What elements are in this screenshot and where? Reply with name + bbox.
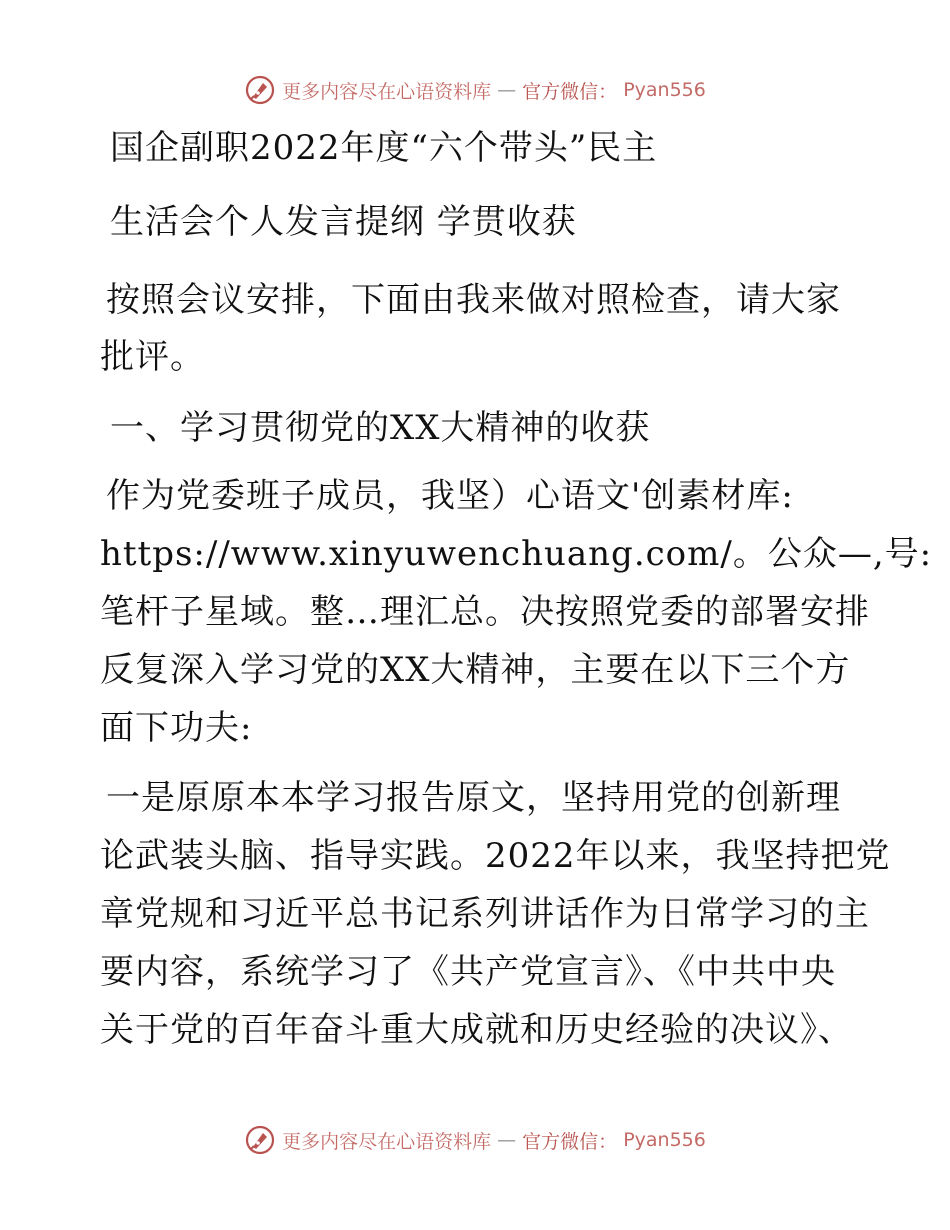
watermark-main-text: 更多内容尽在心语资料库 xyxy=(282,80,492,103)
watermark-separator: — xyxy=(497,1129,517,1151)
footer-watermark xyxy=(0,1120,950,1160)
document-body xyxy=(100,124,933,1059)
header-watermark xyxy=(0,70,950,110)
watermark-label: 官方微信： xyxy=(522,1130,618,1153)
paragraph-1-line: 面下功夫: xyxy=(100,708,253,748)
watermark-banner xyxy=(244,74,706,106)
paragraph-2-line: 一是原原本本学习报告原文，坚持用党的创新理 xyxy=(106,778,841,818)
paragraph-1-line: 反复深入学习党的XX大精神，主要在以下三个方 xyxy=(100,650,851,690)
watermark-label: 官方微信： xyxy=(522,80,618,103)
document-title-line-2: 生活会个人发言提纲 学贯收获 xyxy=(110,202,577,242)
watermark-main-text: 更多内容尽在心语资料库 xyxy=(282,1130,492,1153)
intro-line-1: 按照会议安排，下面由我来做对照检查，请大家 xyxy=(106,280,841,320)
paragraph-2-line: 论武装头脑、指导实践。2022年以来，我坚持把党 xyxy=(100,836,891,876)
watermark-wechat-id: Pyan556 xyxy=(623,1129,706,1151)
watermark-separator: — xyxy=(497,79,517,101)
paragraph-2-line: 章党规和习近平总书记系列讲话作为日常学习的主 xyxy=(100,894,870,934)
paragraph-1-line: 作为党委班子成员，我坚）心语文'创素材库: xyxy=(106,476,794,516)
watermark-wechat-id: Pyan556 xyxy=(623,79,706,101)
pen-nib-logo-icon xyxy=(244,74,276,106)
intro-line-2: 批评。 xyxy=(100,337,205,377)
paragraph-1-line: 笔杆子星域。整…理汇总。决按照党委的部署安排 xyxy=(100,592,870,632)
intro-paragraph xyxy=(100,272,860,386)
document-title-line-1: 国企副职2022年度“六个带头”民主 xyxy=(110,128,658,168)
paragraph-2-line: 关于党的百年奋斗重大成就和历史经验的决议》、 xyxy=(100,1010,853,1050)
paragraph-1-line: https://www.xinyuwenchuang.com/。公众—,号: xyxy=(100,534,933,574)
watermark-banner xyxy=(244,1124,706,1156)
pen-nib-logo-icon xyxy=(244,1124,276,1156)
section-heading-1: 一、学习贯彻党的XX大精神的收获 xyxy=(110,408,651,448)
paragraph-2 xyxy=(100,769,891,1059)
paragraph-1 xyxy=(100,467,933,757)
paragraph-2-line: 要内容，系统学习了《共产党宣言》、《中共中央 xyxy=(100,952,836,992)
